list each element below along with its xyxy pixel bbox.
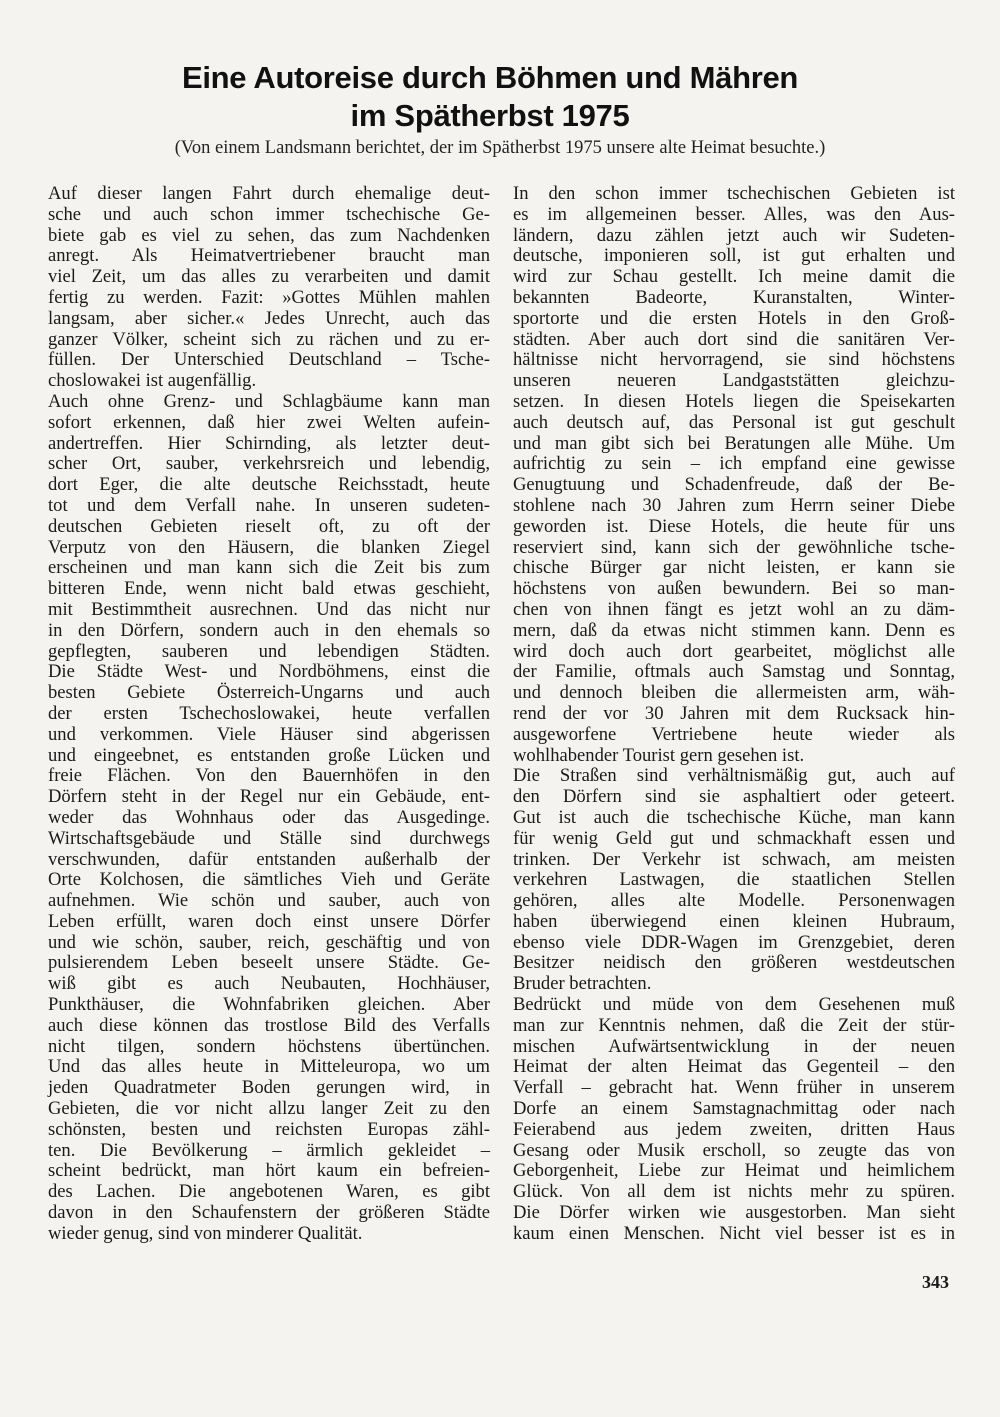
- text-line: Die Städte West- und Nordböhmens, einst die: [48, 661, 490, 683]
- text-line: davon in den Schaufenstern der größeren Städte: [48, 1202, 490, 1224]
- text-line: Genugtuung und Schadenfreude, daß der Be-: [513, 474, 955, 496]
- text-line: trinken. Der Verkehr ist schwach, am meisten: [513, 848, 955, 870]
- text-line: deutschen Gebieten rieselt oft, zu oft der: [48, 515, 490, 537]
- text-line: verkehren Lastwagen, die staatlichen Stellen: [513, 869, 955, 891]
- text-line: schönsten, besten und reichsten Europas zähl-: [48, 1118, 490, 1140]
- text-line: Dörfern steht in der Regel nur ein Gebäude, ent-: [48, 786, 490, 808]
- text-line: besten Gebiete Österreich-Ungarns und auch: [48, 682, 490, 704]
- text-line: Leben erfüllt, waren doch einst unsere Dörfer: [48, 910, 490, 932]
- text-line: wiß gibt es auch Neubauten, Hochhäuser,: [48, 973, 490, 995]
- text-line: Verfall – gebracht hat. Wenn früher in unserem: [513, 1077, 955, 1099]
- text-line: kaum einen Menschen. Nicht viel besser ist es in: [513, 1222, 955, 1244]
- text-line: In den schon immer tschechischen Gebieten ist: [513, 183, 955, 204]
- text-line: Auf dieser langen Fahrt durch ehemalige deut-: [48, 183, 490, 204]
- text-line: der Familie, oftmals auch Samstag und Sonntag,: [513, 661, 955, 683]
- text-line: wohlhabender Tourist gern gesehen ist.: [513, 744, 805, 766]
- right-text-column: [513, 184, 955, 1245]
- text-line: ländern, dazu zählen jetzt auch wir Sudeten-: [513, 224, 955, 246]
- text-line: Gesang oder Musik erscholl, so zeugte das von: [513, 1139, 955, 1161]
- text-line: und dennoch bleiben die allermeisten arm, wäh-: [513, 682, 955, 704]
- text-line: der ersten Tschechoslowakei, heute verfallen: [48, 702, 490, 724]
- text-line: mit Bestimmtheit ausrechnen. Und das nicht nur: [48, 598, 490, 620]
- article-title-line-1: Eine Autoreise durch Böhmen und Mähren: [181, 60, 799, 95]
- text-line: sofort erkennen, daß hier zwei Welten aufein-: [48, 411, 490, 433]
- text-line: Geborgenheit, Liebe zur Heimat und heimlichem: [513, 1160, 955, 1182]
- text-line: Auch ohne Grenz- und Schlagbäume kann man: [48, 390, 490, 412]
- text-line: und man gibt sich bei Beratungen alle Mühe. Um: [513, 432, 955, 454]
- text-line: Gut ist auch die tschechische Küche, man kann: [513, 806, 955, 828]
- text-line: ebenso viele DDR-Wagen im Grenzgebiet, deren: [513, 931, 955, 953]
- text-line: reserviert sind, kann sich der gewöhnliche tsche-: [513, 536, 955, 558]
- text-line: freie Flächen. Von den Bauernhöfen in den: [48, 765, 490, 787]
- text-line: aufnehmen. Wie schön und sauber, auch von: [48, 890, 490, 912]
- text-line: Glück. Von all dem ist nichts mehr zu spüren.: [513, 1181, 955, 1203]
- text-line: langsam, aber sicher.« Jedes Unrecht, auch das: [48, 307, 490, 329]
- text-line: stohlene nach 30 Jahren zum Herrn seiner Diebe: [513, 494, 955, 516]
- text-line: mern, daß da etwas nicht stimmen kann. Denn es: [513, 619, 955, 641]
- text-line: höchstens von außen bewundern. Bei so man-: [513, 578, 955, 600]
- text-line: pulsierendem Leben beseelt unsere Städte. Ge-: [48, 952, 490, 974]
- text-line: hältnisse nicht hervorragend, sie sind höchstens: [513, 349, 955, 371]
- left-text-column: [48, 184, 490, 1245]
- text-line: wieder genug, sind von minderer Qualität.: [48, 1222, 363, 1244]
- text-line: gepflegten, sauberen und lebendigen Städten.: [48, 640, 490, 662]
- text-line: man zur Kenntnis nehmen, daß die Zeit der stür-: [513, 1014, 955, 1036]
- text-line: unseren neueren Landgaststätten gleichzu-: [513, 370, 955, 392]
- text-line: sportorte und die ersten Hotels in den Groß-: [513, 307, 955, 329]
- text-line: auch diese können das trostlose Bild des Verfalls: [48, 1014, 490, 1036]
- text-line: es im allgemeinen besser. Alles, was den Aus-: [513, 203, 955, 225]
- text-line: Heimat der alten Heimat das Gegenteil – den: [513, 1056, 955, 1078]
- text-line: aufrichtig zu sein – ich empfand eine gewisse: [513, 453, 955, 475]
- text-line: Die Straßen sind verhältnismäßig gut, auch auf: [513, 765, 955, 787]
- text-line: erscheinen und man kann sich die Zeit bis zum: [48, 557, 490, 579]
- text-line: städten. Aber auch dort sind die sanitären Ver-: [513, 328, 955, 350]
- text-line: Bruder betrachten.: [513, 973, 652, 995]
- text-line: tot und dem Verfall nahe. In unseren sudeten-: [48, 494, 490, 516]
- text-line: biete gab es viel zu sehen, das zum Nachdenken: [48, 224, 490, 246]
- text-line: scheint bedrückt, man hört kaum ein befreien-: [48, 1160, 490, 1182]
- text-line: bitteren Ende, wenn nicht bald etwas geschieht,: [48, 578, 490, 600]
- text-line: den Dörfern sind sie asphaltiert oder geteert.: [513, 786, 955, 808]
- text-line: Verputz von den Häusern, die blanken Ziegel: [48, 536, 490, 558]
- paragraph: [48, 392, 490, 1245]
- text-line: setzen. In diesen Hotels liegen die Speisekarten: [513, 390, 955, 412]
- paragraph: [513, 766, 955, 995]
- text-line: Punkthäuser, die Wohnfabriken gleichen. Aber: [48, 994, 490, 1016]
- text-line: verschwunden, dafür entstanden außerhalb der: [48, 848, 490, 870]
- text-line: geworden ist. Diese Hotels, die heute für uns: [513, 515, 955, 537]
- text-line: Und das alles heute in Mitteleuropa, wo um: [48, 1056, 490, 1078]
- text-line: Orte Kolchosen, die sämtliches Vieh und Geräte: [48, 869, 490, 891]
- text-line: Wirtschaftsgebäude und Ställe sind durchwegs: [48, 827, 490, 849]
- text-line: Dorfe an einem Samstagnachmittag oder nach: [513, 1098, 955, 1120]
- text-line: haben überwiegend einen kleinen Hubraum,: [513, 910, 955, 932]
- text-line: füllen. Der Unterschied Deutschland – Tsche-: [48, 349, 490, 371]
- text-line: ausgeworfene Vertriebene heute wieder als: [513, 723, 955, 745]
- text-line: viel Zeit, um das alles zu verarbeiten und damit: [48, 266, 490, 288]
- text-line: und verkommen. Viele Häuser sind abgerissen: [48, 723, 490, 745]
- article-subtitle: (Von einem Landsmann berichtet, der im Spätherbst 1975 unsere alte Heimat besuchte.): [174, 138, 826, 158]
- text-line: chische Bürger gar nicht leisten, er kann sie: [513, 557, 955, 579]
- paragraph: [513, 995, 955, 1245]
- text-line: ganzer Völker, scheint sich zu rächen und zu er-: [48, 328, 490, 350]
- page-number: 343: [922, 1272, 949, 1292]
- text-line: und wie schön, sauber, reich, geschäftig und von: [48, 931, 490, 953]
- text-line: choslowakei ist augenfällig.: [48, 370, 257, 392]
- text-line: Feierabend aus jedem zweiten, dritten Haus: [513, 1118, 955, 1140]
- text-line: scher Ort, sauber, verkehrsreich und lebendig,: [48, 453, 490, 475]
- text-line: weder das Wohnhaus oder das Ausgedinge.: [48, 806, 490, 828]
- text-line: Besitzer neidisch den größeren westdeutschen: [513, 952, 955, 974]
- paragraph: [513, 184, 955, 766]
- text-line: Die Dörfer wirken wie ausgestorben. Man sieht: [513, 1202, 955, 1224]
- text-line: wird zur Schau gestellt. Ich meine damit die: [513, 266, 955, 288]
- text-line: dort Eger, die alte deutsche Reichsstadt, heute: [48, 474, 490, 496]
- text-line: bekannten Badeorte, Kuranstalten, Winter-: [513, 286, 955, 308]
- paragraph: [48, 184, 490, 392]
- text-line: jeden Quadratmeter Boden gerungen wird, in: [48, 1077, 490, 1099]
- text-line: gehören, alles alte Modelle. Personenwagen: [513, 890, 955, 912]
- text-line: deutsche, imponieren soll, ist gut erhalten und: [513, 245, 955, 267]
- text-line: anregt. Als Heimatvertriebener braucht man: [48, 245, 490, 267]
- text-line: chen von ihnen fängt es jetzt wohl an zu däm-: [513, 598, 955, 620]
- text-line: wird doch auch dort gearbeitet, möglichst alle: [513, 640, 955, 662]
- text-line: andertreffen. Hier Schirnding, als letzter deut-: [48, 432, 490, 454]
- text-line: ten. Die Bevölkerung – ärmlich gekleidet –: [48, 1139, 490, 1161]
- text-line: nicht tilgen, sondern höchstens übertünchen.: [48, 1035, 490, 1057]
- text-line: rend der vor 30 Jahren mit dem Rucksack hin-: [513, 702, 955, 724]
- text-line: fertig zu werden. Fazit: »Gottes Mühlen mahlen: [48, 286, 490, 308]
- text-line: des Lachen. Die angebotenen Waren, es gibt: [48, 1181, 490, 1203]
- text-line: Bedrückt und müde von dem Gesehenen muß: [513, 994, 955, 1016]
- text-line: sche und auch schon immer tschechische Ge-: [48, 203, 490, 225]
- text-line: in den Dörfern, sondern auch in den ehemals so: [48, 619, 490, 641]
- text-line: und eingeebnet, es entstanden große Lücken und: [48, 744, 490, 766]
- text-line: Gebieten, die vor nicht allzu langer Zeit zu den: [48, 1098, 490, 1120]
- text-line: mischen Aufwärtsentwicklung in der neuen: [513, 1035, 955, 1057]
- article-title-line-2: im Spätherbst 1975: [350, 98, 630, 133]
- text-line: für wenig Geld gut und schmackhaft essen und: [513, 827, 955, 849]
- text-line: auch deutsch auf, das Personal ist gut geschult: [513, 411, 955, 433]
